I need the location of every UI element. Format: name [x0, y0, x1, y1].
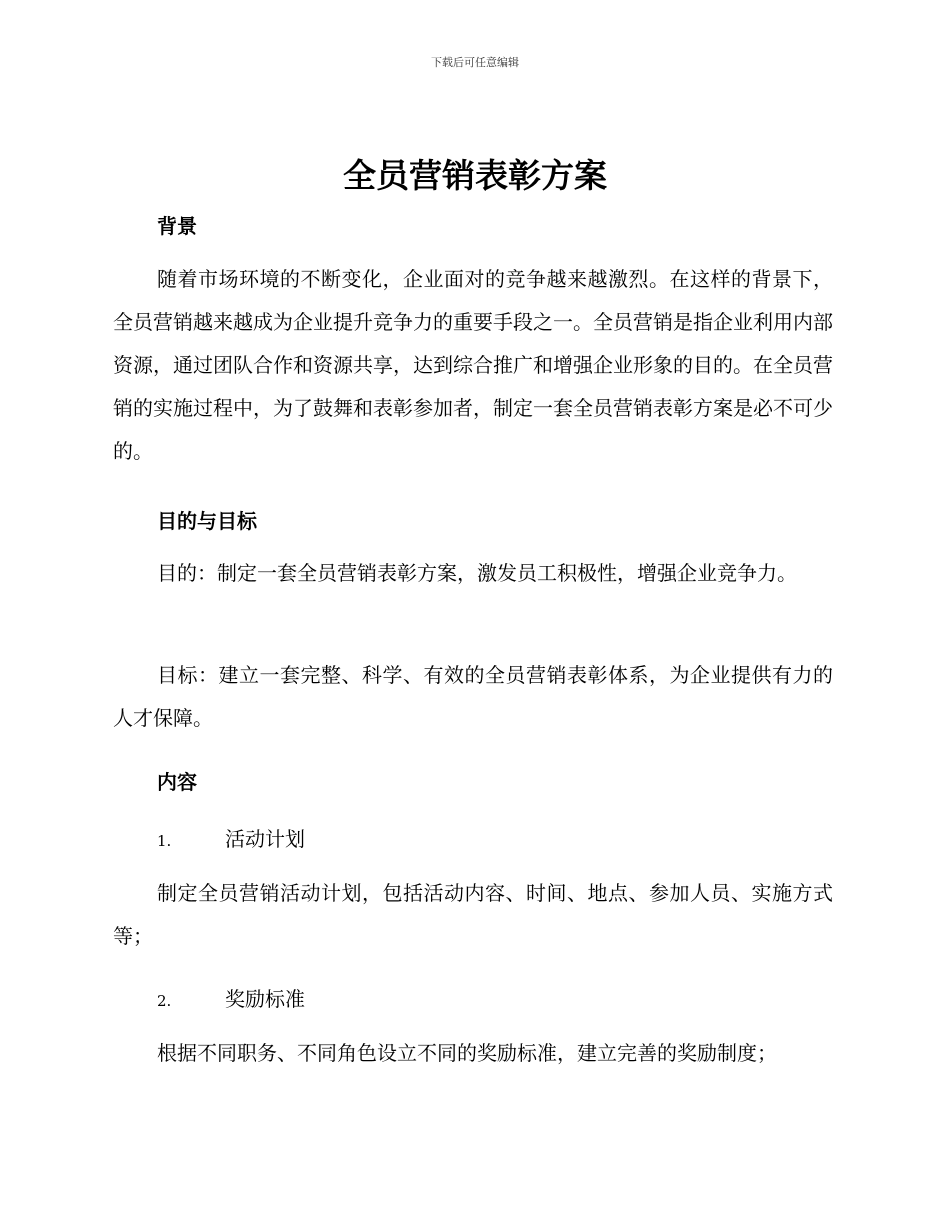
list-label: 活动计划	[225, 827, 305, 851]
document-title: 全员营销表彰方案	[343, 156, 607, 195]
header-note: 下载后可任意编辑	[431, 56, 519, 69]
target-paragraph: 目标：建立一套完整、科学、有效的全员营销表彰体系，为企业提供有力的人才保障。	[113, 663, 833, 730]
list-number: 1.	[157, 832, 172, 850]
activity-plan-paragraph: 制定全员营销活动计划，包括活动内容、时间、地点、参加人员、实施方式等；	[113, 881, 833, 948]
list-item-reward-standard	[157, 983, 305, 1012]
list-number: 2.	[157, 992, 172, 1010]
purpose-paragraph: 目的：制定一套全员营销表彰方案，激发员工积极性，增强企业竞争力。	[157, 561, 797, 585]
reward-standard-paragraph: 根据不同职务、不同角色设立不同的奖励标准，建立完善的奖励制度；	[157, 1041, 777, 1065]
list-item-activity-plan	[157, 823, 305, 852]
section-heading-goals: 目的与目标	[157, 509, 257, 533]
background-paragraph: 随着市场环境的不断变化，企业面对的竞争越来越激烈。在这样的背景下，全员营销越来越成为企业提升竞争力的重要手段之一。全员营销是指企业利用内部资源，通过团队合作和资源共享，达到综合推广和增强企业形象的目的。在全员营销的实施过程中，为了鼓舞和表彰参加者，制定一套全员营销表彰方案是必不可少的。	[113, 267, 833, 463]
section-heading-content: 内容	[157, 770, 197, 794]
section-heading-background: 背景	[157, 214, 197, 238]
list-label: 奖励标准	[225, 987, 305, 1011]
